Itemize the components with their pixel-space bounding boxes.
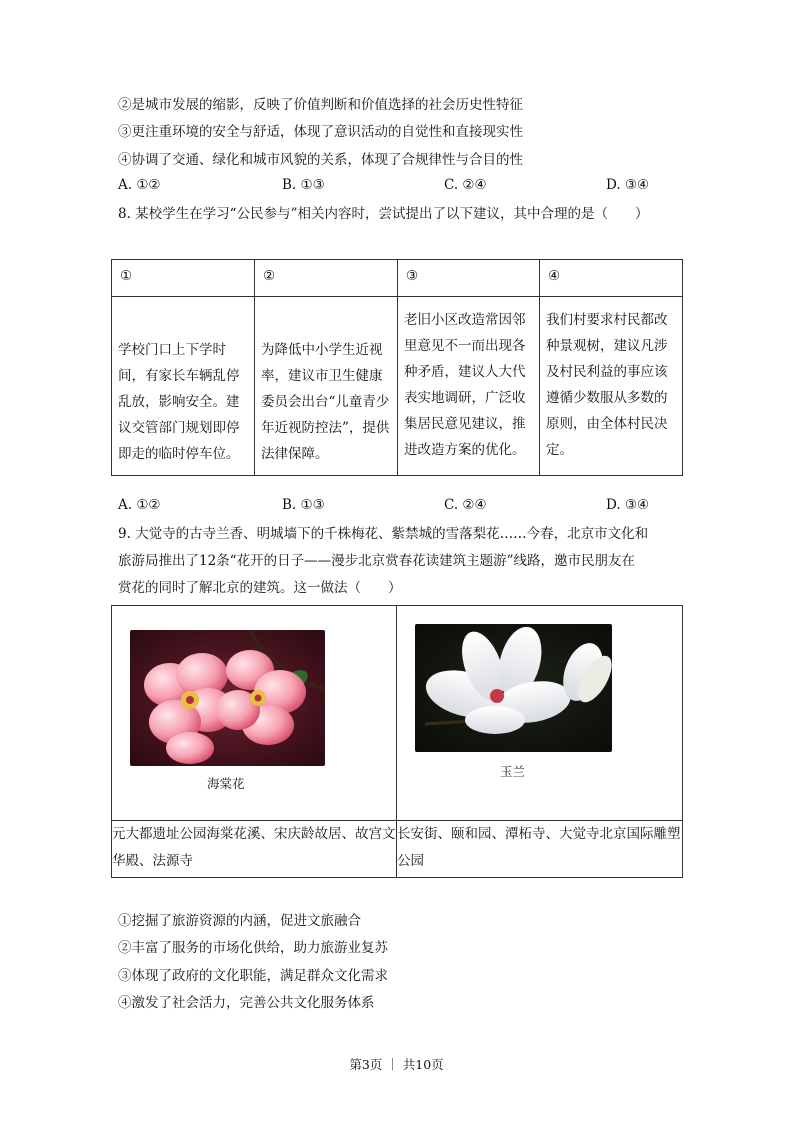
option-d[interactable]: D. ③④ <box>606 497 650 513</box>
yulan-caption: 玉兰 <box>500 764 526 779</box>
statement-3: ③更注重环境的安全与舒适，体现了意识活动的自觉性和直接现实性 <box>118 124 523 140</box>
option-b[interactable]: B. ①③ <box>282 497 325 513</box>
q9-stem-line1: 9. 大觉寺的古寺兰香、明城墙下的千株梅花、紫禁城的雪落梨花……今春，北京市文化和 <box>118 526 649 542</box>
haitang-locations: 元大都遗址公园海棠花溪、宋庆龄故居、故宫文华殿、法源寺 <box>112 821 397 878</box>
q9-stem-line2: 旅游局推出了12条“花开的日子——漫步北京赏春花读建筑主题游”线路，邀市民朋友在 <box>118 553 635 569</box>
q8-table <box>111 259 683 476</box>
q9-statement-4: ④激发了社会活力，完善公共文化服务体系 <box>118 995 375 1011</box>
prev-options <box>118 177 658 197</box>
q8-col4-num: ④ <box>540 260 683 297</box>
q8-col2-num: ② <box>255 260 398 297</box>
option-a[interactable]: A. ①② <box>118 177 161 193</box>
q8-col3-num: ③ <box>398 260 540 297</box>
q8-stem: 8. 某校学生在学习“公民参与”相关内容时，尝试提出了以下建议，其中合理的是（ ） <box>118 206 649 222</box>
q9-table <box>111 605 683 878</box>
page-footer: 第3页 ｜ 共10页 <box>349 1057 444 1072</box>
option-c[interactable]: C. ②④ <box>444 177 487 193</box>
q9-statement-2: ②丰富了服务的市场化供给，助力旅游业复苏 <box>118 940 388 956</box>
option-b[interactable]: B. ①③ <box>282 177 325 193</box>
statement-2: ②是城市发展的缩影，反映了价值判断和价值选择的社会历史性特征 <box>118 97 523 113</box>
q9-statement-1: ①挖掘了旅游资源的内涵，促进文旅融合 <box>118 913 361 929</box>
q8-options <box>118 497 658 517</box>
q8-col1-text: 学校门口上下学时间，有家长车辆乱停乱放，影响安全。建议交管部门规划即停即走的临时停车位。 <box>118 342 240 462</box>
yulan-locations: 长安街、颐和园、潭柘寺、大觉寺北京国际雕塑公园 <box>397 821 683 878</box>
yulan-cell <box>397 606 683 821</box>
haitang-cell <box>112 606 397 821</box>
q9-statement-3: ③体现了政府的文化职能，满足群众文化需求 <box>118 968 388 984</box>
haitang-caption: 海棠花 <box>207 776 245 791</box>
option-a[interactable]: A. ①② <box>118 497 161 513</box>
q9-stem-line3: 赏花的同时了解北京的建筑。这一做法（ ） <box>118 580 402 596</box>
statement-4: ④协调了交通、绿化和城市风貌的关系，体现了合规律性与合目的性 <box>118 152 523 168</box>
q8-col4-text: 我们村要求村民都改种景观树，建议凡涉及村民利益的事应该遵循少数服从多数的原则，由全体村民决定。 <box>546 312 668 458</box>
q8-col1-num: ① <box>112 260 255 297</box>
haitang-flower-image <box>130 630 325 766</box>
option-c[interactable]: C. ②④ <box>444 497 487 513</box>
q8-col2-text: 为降低中小学生近视率，建议市卫生健康委员会出台“儿童青少年近视防控法”，提供法律保障。 <box>261 342 390 462</box>
option-d[interactable]: D. ③④ <box>606 177 650 193</box>
yulan-flower-image <box>415 624 612 752</box>
q8-col3-text: 老旧小区改造常因邻里意见不一而出现各种矛盾，建议人大代表实地调研，广泛收集居民意见建议，推进改造方案的优化。 <box>404 312 526 458</box>
